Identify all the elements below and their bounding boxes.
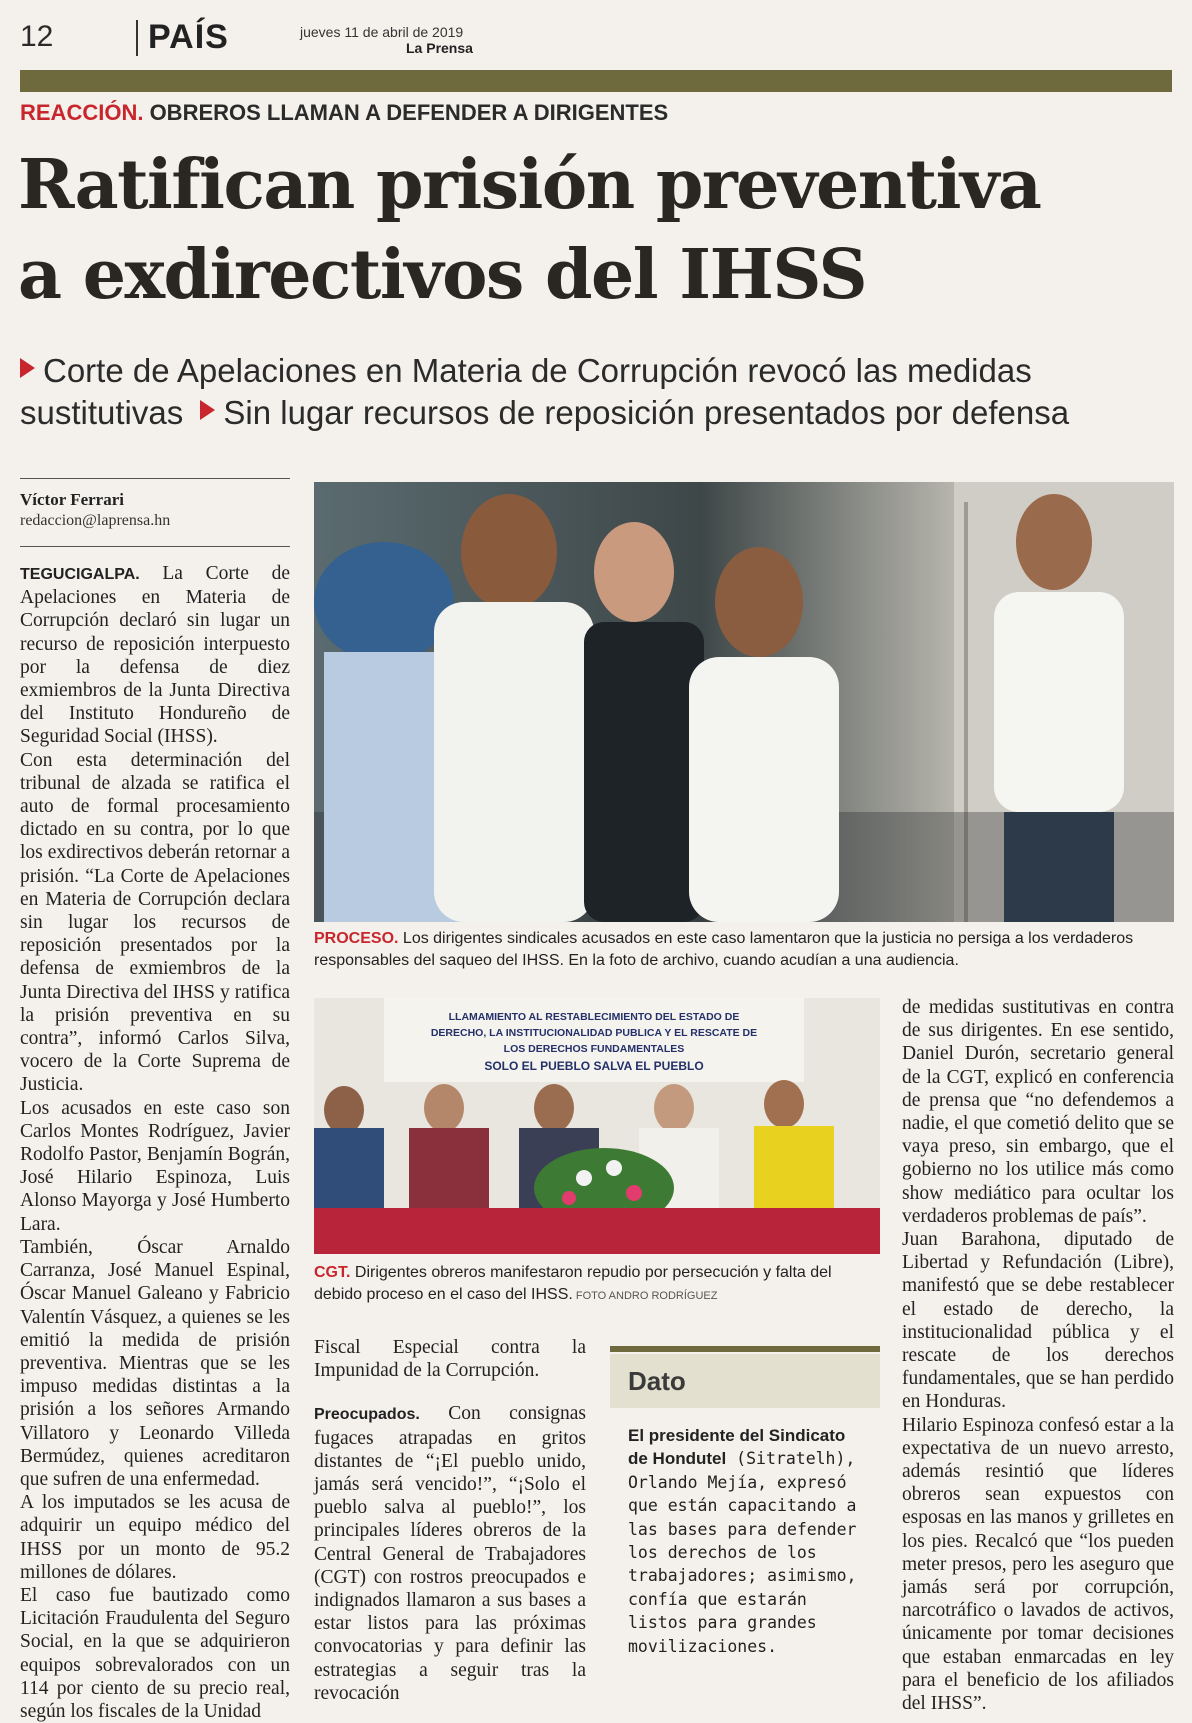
banner-line-3: LOS DERECHOS FUNDAMENTALES	[503, 1043, 685, 1055]
header-separator	[136, 20, 138, 56]
dato-bar	[610, 1346, 880, 1352]
newspaper-name: La Prensa	[406, 40, 473, 56]
headline	[18, 140, 1178, 320]
article-column-middle	[314, 1336, 586, 1705]
page-header	[20, 16, 1172, 62]
dato-title: Dato	[628, 1366, 686, 1396]
caption-label: PROCESO.	[314, 930, 399, 947]
triangle-bullet-icon	[200, 400, 215, 420]
photo-credit: FOTO ANDRO RODRÍGUEZ	[572, 1290, 718, 1302]
dato-header	[610, 1354, 880, 1408]
photo-proceso-caption: PROCESO. Los dirigentes sindicales acusados en este caso lamentaron que la justicia no persiga a los verdaderos responsables del saqueo del IHSS. En la foto de archivo, cuando acudían a una audiencia.	[314, 930, 1134, 969]
byline-rule	[20, 478, 290, 479]
article-paragraph: TEGUCIGALPA. La Corte de Apelaciones en Materia de Corrupción declaró sin lugar un recurso de reposición interpuesto por la defensa de diez exmiembros de la Junta Directiva del Instituto Hondureño de Seguridad Social (IHSS).	[20, 563, 290, 748]
triangle-bullet-icon	[20, 358, 35, 378]
kicker-text: OBREROS LLAMAN A DEFENDER A DIRIGENTES	[143, 100, 669, 125]
photo-proceso-image	[314, 482, 1174, 922]
header-bar	[20, 70, 1172, 92]
subheadline	[20, 350, 1180, 434]
byline-rule	[20, 546, 290, 547]
article-paragraph: Hilario Espinoza confesó estar a la expectativa de un nuevo arresto, además resintió que líderes obreros sean expuestos con esposas en las manos y grilletes en los pies. Recalcó que “los pueden meter presos, pero les aseguro que jamás será por corrupción, narcotráfico o lavados de activos, únicamente por tomar decisiones que estaban enmarcadas en ley para el beneficio de los afiliados del IHSS”.	[902, 1414, 1174, 1715]
photo-cgt	[314, 998, 880, 1254]
dato-box	[610, 1346, 880, 1686]
article-paragraph: A los imputados se les acusa de adquirir un equipo médico del IHSS por un monto de 95.2 millones de dólares.	[20, 1492, 290, 1583]
dato-body: El presidente del Sindicato de Hondutel (Sitratelh), Orlando Mejía, expresó que están capacitando a las bases para defender los derechos de los trabajadores; asimismo, confía que estarán listos para grandes movilizaciones.	[628, 1426, 857, 1656]
subhead-point-1: Corte de Apelaciones en Materia de Corrupción revocó las medidas sustitutivas	[20, 352, 1032, 431]
subhead-point-2: Sin lugar recursos de reposición presentados por defensa	[223, 394, 1070, 431]
article-column-right	[902, 996, 1174, 1715]
publication-date: jueves 11 de abril de 2019	[300, 24, 464, 40]
article-paragraph: El caso fue bautizado como Licitación Fraudulenta del Seguro Social, en la que se adquirieron equipos sobrevalorados con un 114 por ciento de su precio real, según los fiscales de la Unidad	[20, 1584, 290, 1722]
banner-line-4: SOLO EL PUEBLO SALVA EL PUEBLO	[484, 1059, 704, 1073]
article-paragraph: También, Óscar Arnaldo Carranza, José Manuel Espinal, Óscar Manuel Galeano y Fabricio Valentín Vásquez, a quienes se les emitió la medida de prisión preventiva. Mientras que se les impuso medidas distintas a la prisión a los señores Armando Villatoro y Leonardo Villeda Bermúdez, quienes acreditaron que sufren de una enfermedad.	[20, 1236, 290, 1490]
dateline: TEGUCIGALPA.	[20, 566, 140, 583]
headline-line-2: a exdirectivos del IHSS	[18, 235, 867, 315]
banner-line-1: LLAMAMIENTO AL RESTABLECIMIENTO DEL ESTADO DE	[448, 1011, 740, 1023]
byline-email[interactable]: redaccion@laprensa.hn	[20, 512, 171, 529]
article-paragraph: Con esta determinación del tribunal de alzada se ratifica el auto de formal procesamiento dictado en su contra, por lo que los exdirectivos deberán retornar a prisión. “La Corte de Apelaciones en Materia de Corrupción declara sin lugar los recursos de reposición presentados por la defensa de exmiembros de la Junta Directiva del IHSS y ratifica la prisión preventiva en su contra”, informó Carlos Silva, vocero de la Corte Suprema de Justicia.	[20, 749, 290, 1096]
photo-cgt-image	[314, 998, 880, 1254]
kicker	[20, 100, 668, 126]
article-paragraph: Preocupados. Con consignas fugaces atrapadas en gritos distantes de “¡El pueblo unido, jamás será vencido!”, “¡Solo el pueblo salva al pueblo!”, los principales líderes obreros de la Central General de Trabajadores (CGT) con rostros preocupados e indignados llamaron a sus bases a estar listos para las próximas convocatorias y para definir las estrategias a seguir tras la revocación	[314, 1403, 586, 1704]
headline-line-1: Ratifican prisión preventiva	[18, 145, 1041, 225]
article-paragraph: Los acusados en este caso son Carlos Montes Rodríguez, Javier Rodolfo Pastor, Benjamín Bográn, José Hilario Espinoza, Luis Alonso Mayorga y José Humberto Lara.	[20, 1097, 290, 1235]
subsection-lead: Preocupados.	[314, 1406, 420, 1424]
page-number: 12	[20, 20, 54, 53]
photo-cgt-caption: CGT. Dirigentes obreros manifestaron repudio por persecución y falta del debido proceso en el caso del IHSS. FOTO ANDRO RODRÍGUEZ	[314, 1264, 832, 1303]
photo-proceso	[314, 482, 1174, 922]
banner-line-2: DERECHO, LA INSTITUCIONALIDAD PUBLICA Y EL RESCATE DE	[430, 1027, 758, 1039]
article-paragraph: Fiscal Especial contra la Impunidad de la Corrupción.	[314, 1337, 586, 1382]
article-paragraph: Juan Barahona, diputado de Libertad y Refundación (Libre), manifestó que se debe restablecer el estado de derecho, la institucionalidad pública y el rescate de los derechos fundamentales, que se han perdido en Honduras.	[902, 1229, 1174, 1413]
article-column-left	[20, 562, 290, 1723]
article-paragraph: de medidas sustitutivas en contra de sus dirigentes. En ese sentido, Daniel Durón, secretario general de la CGT, explicó en conferencia de prensa que “no defendemos a nadie, el que cometió delito que se vaya preso, sin embargo, que el gobierno no los utilice más como show mediático para ocultar los verdaderos problemas de país”.	[902, 997, 1174, 1227]
caption-label: CGT.	[314, 1264, 351, 1281]
section-title: PAÍS	[148, 18, 229, 56]
byline-author: Víctor Ferrari	[20, 490, 124, 509]
dato-lead: El presidente del Sindicato de Hondutel	[628, 1426, 846, 1469]
kicker-label: REACCIÓN.	[20, 100, 144, 125]
